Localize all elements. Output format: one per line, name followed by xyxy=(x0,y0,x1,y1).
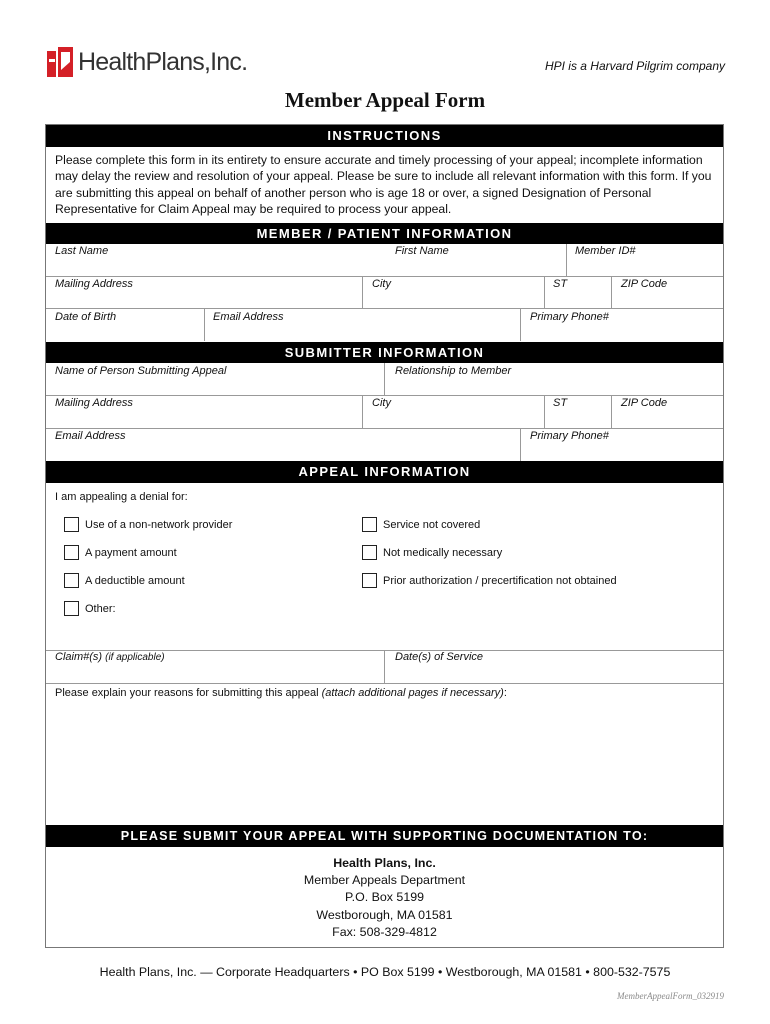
form-id: MemberAppealForm_032919 xyxy=(617,991,724,1001)
address-org: Health Plans, Inc. xyxy=(333,856,436,870)
checkbox-not-medically-necessary[interactable] xyxy=(362,545,502,560)
submitter-mailing-address-field[interactable]: Mailing Address xyxy=(55,397,133,409)
logo xyxy=(46,44,247,80)
member-heading: MEMBER / PATIENT INFORMATION xyxy=(46,223,723,244)
divider xyxy=(362,395,363,428)
submit-address xyxy=(46,855,723,941)
divider xyxy=(566,244,567,276)
checkbox-box[interactable] xyxy=(362,517,377,532)
divider xyxy=(46,276,723,277)
checkbox-label: Service not covered xyxy=(383,518,481,531)
member-last-name-field[interactable]: Last Name xyxy=(55,245,109,257)
divider xyxy=(204,308,205,341)
member-email-field[interactable]: Email Address xyxy=(213,311,284,323)
divider xyxy=(520,428,521,461)
checkbox-box[interactable] xyxy=(64,545,79,560)
divider xyxy=(611,276,612,308)
submitter-email-field[interactable]: Email Address xyxy=(55,430,126,442)
checkbox-label: Other: xyxy=(85,602,116,615)
member-city-field[interactable]: City xyxy=(372,278,391,290)
claim-number-label: Claim#(s) xyxy=(55,651,103,663)
instructions-text: Please complete this form in its entirety to ensure accurate and timely processing of your appeal; incomplete information may delay the review and resolution of your appeal. Please be sure to include all relevant information with this form. If you are submitting this appeal on behalf of another person who is age 18 or over, a signed Designation of Personal Representative for Claim Appeal may be required to process your appeal. xyxy=(55,153,712,217)
member-zip-field[interactable]: ZIP Code xyxy=(621,278,668,290)
member-state-field[interactable]: ST xyxy=(553,278,568,290)
member-phone-field[interactable]: Primary Phone# xyxy=(530,311,609,323)
appeal-form xyxy=(45,124,724,948)
checkbox-label: A payment amount xyxy=(85,546,177,559)
divider xyxy=(384,363,385,395)
checkbox-box[interactable] xyxy=(64,573,79,588)
checkbox-box[interactable] xyxy=(64,517,79,532)
member-dob-field[interactable]: Date of Birth xyxy=(55,311,117,323)
checkbox-deductible-amount[interactable] xyxy=(64,573,185,588)
checkbox-non-network-provider[interactable] xyxy=(64,517,232,532)
member-first-name-field[interactable]: First Name xyxy=(395,245,449,257)
address-dept: Member Appeals Department xyxy=(303,873,466,888)
divider xyxy=(46,308,723,309)
address-box: P.O. Box 5199 xyxy=(345,890,424,905)
logo-mark-icon xyxy=(46,46,74,78)
explain-note: (attach additional pages if necessary) xyxy=(321,687,504,699)
explain-reasons-field[interactable] xyxy=(55,687,507,699)
checkbox-box[interactable] xyxy=(362,545,377,560)
checkbox-label: A deductible amount xyxy=(85,574,185,587)
divider xyxy=(611,395,612,428)
explain-label: Please explain your reasons for submitting this appeal xyxy=(55,687,322,699)
checkbox-box[interactable] xyxy=(64,601,79,616)
member-id-field[interactable]: Member ID# xyxy=(575,245,636,257)
checkbox-label: Not medically necessary xyxy=(383,546,503,559)
divider xyxy=(362,276,363,308)
submitter-relationship-field[interactable]: Relationship to Member xyxy=(395,365,512,377)
checkbox-label: Use of a non-network provider xyxy=(85,518,233,531)
divider xyxy=(384,650,385,683)
submitter-phone-field[interactable]: Primary Phone# xyxy=(530,430,609,442)
divider xyxy=(520,308,521,341)
address-city: Westborough, MA 01581 xyxy=(316,907,453,922)
submitter-state-field[interactable]: ST xyxy=(553,397,568,409)
submit-heading: PLEASE SUBMIT YOUR APPEAL WITH SUPPORTING DOCUMENTATION TO: xyxy=(46,825,723,847)
page-title: Member Appeal Form xyxy=(284,88,486,112)
checkbox-prior-authorization[interactable] xyxy=(362,573,617,588)
submitter-zip-field[interactable]: ZIP Code xyxy=(621,397,668,409)
divider xyxy=(46,428,723,429)
dates-of-service-field[interactable]: Date(s) of Service xyxy=(395,651,484,663)
submitter-heading: SUBMITTER INFORMATION xyxy=(46,342,723,363)
divider xyxy=(46,395,723,396)
checkbox-box[interactable] xyxy=(362,573,377,588)
appeal-lead-text: I am appealing a denial for: xyxy=(55,491,188,503)
divider xyxy=(544,276,545,308)
footer-text: Health Plans, Inc. — Corporate Headquarters • PO Box 5199 • Westborough, MA 01581 • 800-532-7575 xyxy=(99,965,671,979)
divider xyxy=(46,683,723,684)
member-mailing-address-field[interactable]: Mailing Address xyxy=(55,278,133,290)
claim-number-field[interactable] xyxy=(55,651,165,663)
logo-text: HealthPlans,Inc. xyxy=(78,47,248,76)
address-fax: Fax: 508-329-4812 xyxy=(332,924,437,939)
checkbox-label: Prior authorization / precertification not obtained xyxy=(383,574,617,587)
submitter-city-field[interactable]: City xyxy=(372,397,391,409)
checkbox-service-not-covered[interactable] xyxy=(362,517,480,532)
appeal-heading: APPEAL INFORMATION xyxy=(46,461,723,483)
explain-colon: : xyxy=(503,687,507,699)
divider xyxy=(544,395,545,428)
checkbox-other[interactable] xyxy=(64,601,116,616)
submitter-name-field[interactable]: Name of Person Submitting Appeal xyxy=(55,365,227,377)
checkbox-payment-amount[interactable] xyxy=(64,545,177,560)
instructions-heading: INSTRUCTIONS xyxy=(46,125,723,147)
claim-number-note: (if applicable) xyxy=(105,652,165,663)
tagline: HPI is a Harvard Pilgrim company xyxy=(544,59,725,73)
